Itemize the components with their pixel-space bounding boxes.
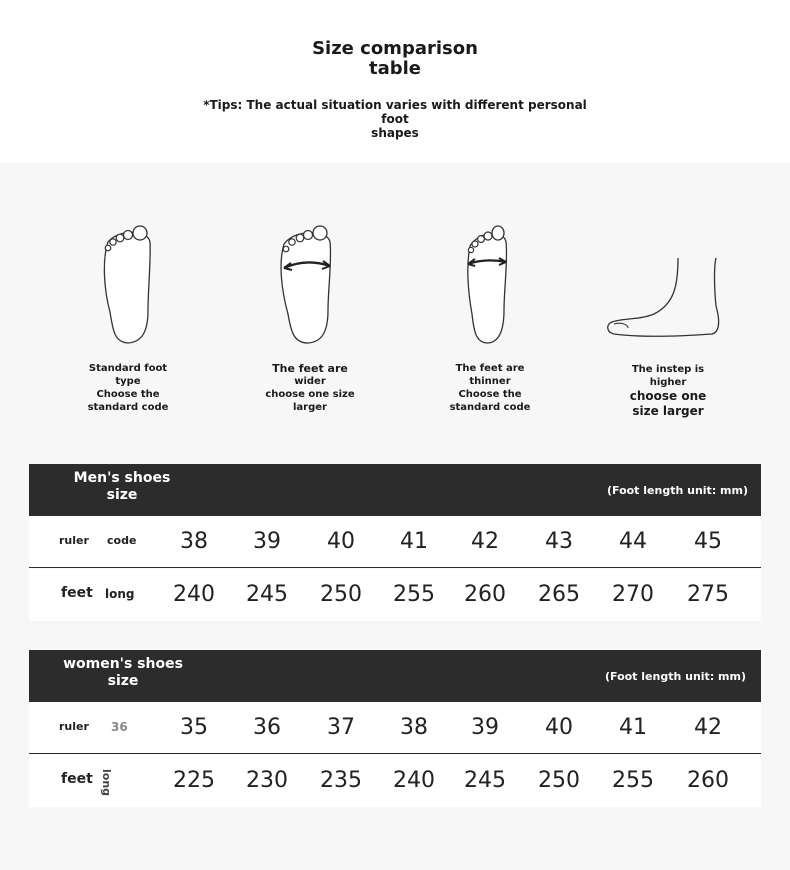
table-cell: 43 (545, 529, 573, 554)
womens-size-table (29, 650, 761, 808)
table-cell: 35 (180, 715, 208, 740)
table-cell: 36 (253, 715, 281, 740)
row-label: ruler (59, 534, 89, 547)
table-cell: 240 (393, 768, 435, 793)
caption-thin-foot: The feet are thinner Choose the standard code (449, 363, 531, 413)
table-cell: 270 (612, 582, 654, 607)
table-cell: 250 (538, 768, 580, 793)
table-cell: 260 (464, 582, 506, 607)
caption-standard-foot: Standard foot type Choose the standard code (87, 363, 169, 413)
table-cell: 40 (327, 529, 355, 554)
table-cell: 38 (400, 715, 428, 740)
mens-unit-note: (Foot length unit: mm) (606, 484, 748, 497)
table-cell: 39 (253, 529, 281, 554)
table-cell: 41 (400, 529, 428, 554)
table-cell: 38 (180, 529, 208, 554)
table-cell: 42 (471, 529, 499, 554)
womens-table-header (29, 650, 761, 702)
table-cell: 255 (612, 768, 654, 793)
mens-table-title: Men's shoes size (73, 470, 171, 503)
table-cell: 37 (327, 715, 355, 740)
mens-size-table (29, 464, 761, 622)
table-cell: 39 (471, 715, 499, 740)
row-label: ruler (59, 720, 89, 733)
standard-foot-icon (100, 220, 156, 346)
table-cell: 250 (320, 582, 362, 607)
womens-unit-note: (Foot length unit: mm) (604, 670, 746, 683)
mens-length-row (29, 569, 761, 621)
tips-note: *Tips: The actual situation varies with different personal foot shapes (203, 98, 587, 140)
row-label: 36 (111, 720, 128, 734)
womens-length-row (29, 755, 761, 807)
table-cell: 275 (687, 582, 729, 607)
table-cell: 42 (694, 715, 722, 740)
row-label: feet (61, 771, 93, 787)
page-title: Size comparison table (312, 38, 478, 79)
table-cell: 265 (538, 582, 580, 607)
table-cell: 41 (619, 715, 647, 740)
header-area (0, 0, 790, 163)
row-label: long (100, 769, 113, 797)
table-cell: 235 (320, 768, 362, 793)
mens-code-row (29, 516, 761, 568)
table-cell: 225 (173, 768, 215, 793)
table-cell: 230 (246, 768, 288, 793)
high-instep-foot-icon (604, 256, 724, 340)
caption-high-instep: The instep is higher choose one size larger (629, 364, 707, 418)
row-label: long (105, 587, 135, 601)
womens-table-title: women's shoes size (63, 656, 183, 689)
womens-code-row (29, 702, 761, 754)
row-label: feet (61, 585, 93, 601)
table-cell: 260 (687, 768, 729, 793)
caption-wide-foot: The feet are wider choose one size larger (265, 362, 355, 413)
table-cell: 245 (246, 582, 288, 607)
table-cell: 40 (545, 715, 573, 740)
thin-foot-icon (462, 220, 512, 346)
table-cell: 255 (393, 582, 435, 607)
mens-table-header (29, 464, 761, 516)
table-cell: 245 (464, 768, 506, 793)
table-cell: 44 (619, 529, 647, 554)
table-cell: 45 (694, 529, 722, 554)
table-cell: 240 (173, 582, 215, 607)
wide-foot-icon (278, 220, 336, 346)
row-label: code (107, 534, 137, 547)
